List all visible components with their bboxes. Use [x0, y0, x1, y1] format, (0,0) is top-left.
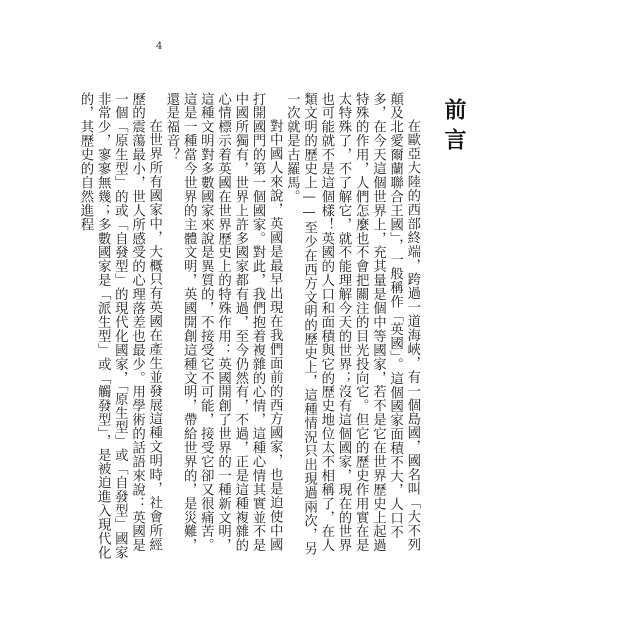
paragraph-2: 對中國人來說，英國是最早出現在我們面前的西方國家，也是迫使中國打開國門的第一個國家。對此，我們抱着複雜的心情，這種心情其實並不是中國所獨有，世界上許多國家都有過，至今仍然有，不過，正是這種複雜的心情標示着英國在世界歷史上的特殊作用：英國開創了世界的一種新文明，這種文明對多數國家來說是異質的，不接受它不可能，接受它卻又很痛苦。這是一種當今世界的主體文明，英國開創這種文明，帶給世界的，是災難，還是福音？	[163, 92, 283, 553]
page-title: 前言	[441, 98, 467, 158]
vertical-text-block	[77, 92, 467, 562]
paragraph-3: 在世界所有國家中，大概只有英國在產生並發展這種文明時，社會所經歷的震蕩最小，世人所感受的心理落差也最少。用學術的話語來說：英國是一個「原生型」的或「自發型」的現代化國家，「原生型」或「自發型」國家非常少，寥寥無幾；多數國家是「派生型」或「觸發型」，是被迫進入現代化的，其歷史的自然進程	[77, 92, 162, 560]
paragraph-1: 在歐亞大陸的西部終端，跨過一道海峽，有一個島國，國名叫「大不列顛及北愛爾蘭聯合王國」，一般稱作「英國」。這個國家面積不大，人口不多，在今天這個世界上，充其量是個中等國家，若不是它在世界歷史上起過特殊的作用，人們怎麼也不會把關注的目光投向它。但它的歷史作用實在是太特殊了，不了解它，就不能理解今天的世界；沒有這個國家，現在的世界也可能就不是這個樣！英國的人口和面積與它的歷史地位太不相稱了，在人類文明的歷史上——至少在西方文明的歷史上，這種情況只出現過兩次，另一次就是古羅馬。	[284, 92, 420, 556]
page-corner-mark: 4	[156, 41, 163, 52]
